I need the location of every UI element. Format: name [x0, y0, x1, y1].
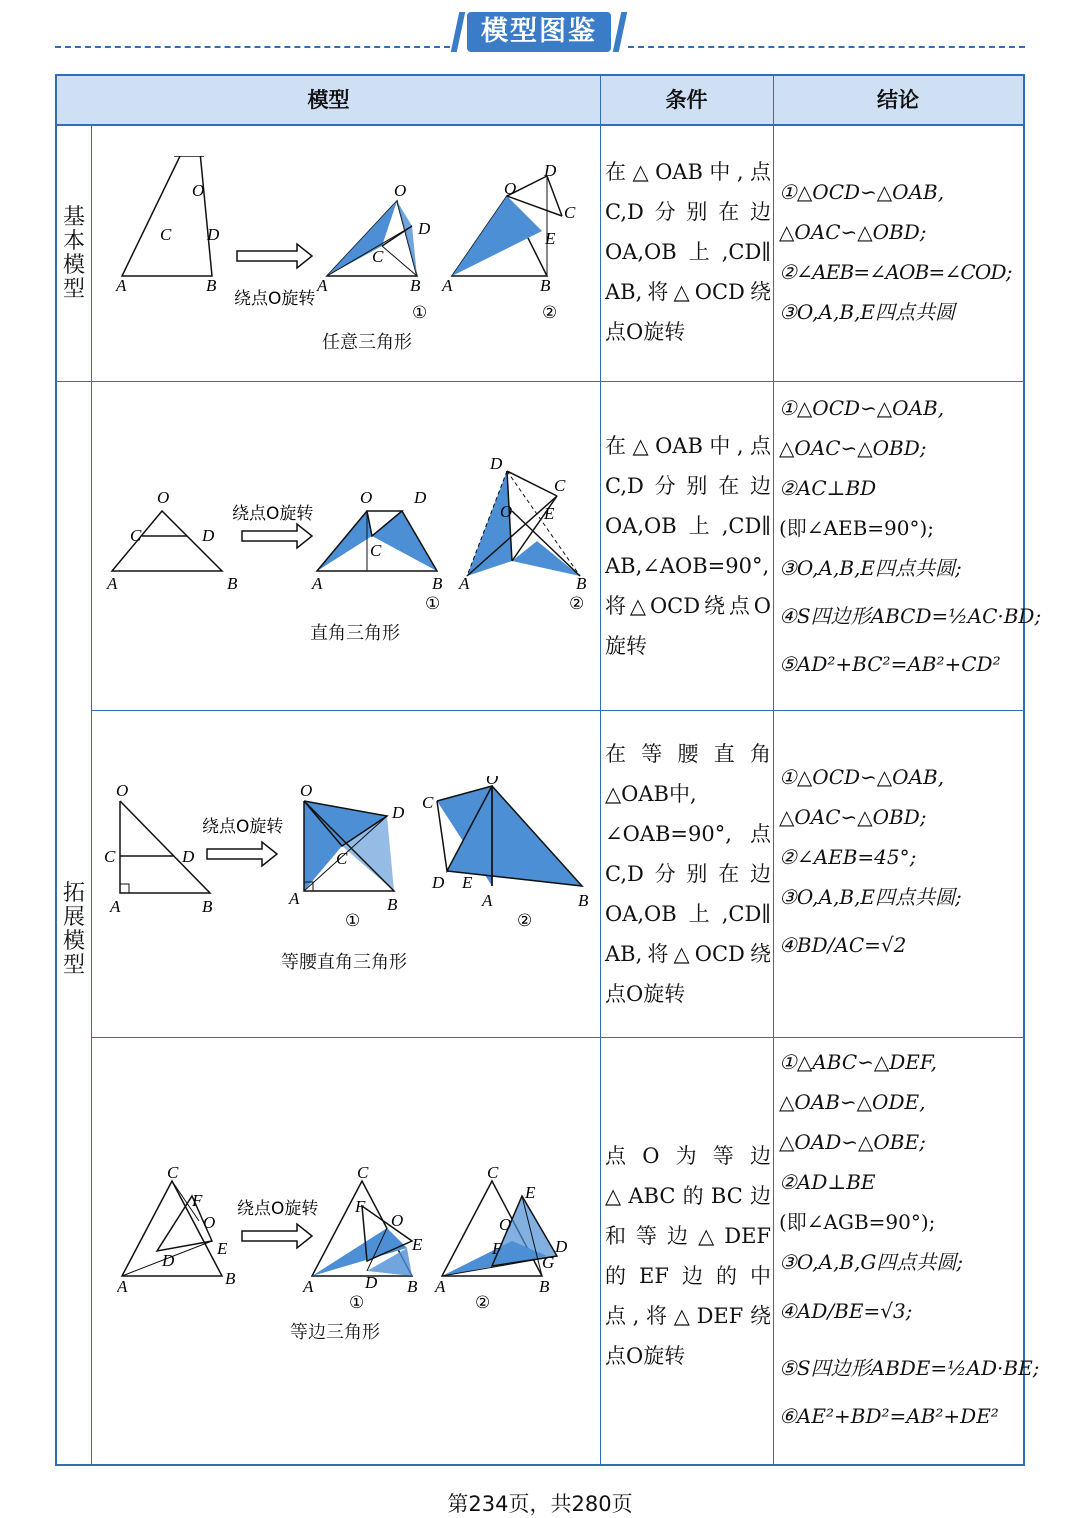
concl-line: ③O,A,B,E四点共圆;	[779, 556, 962, 580]
svg-text:B: B	[225, 1269, 236, 1288]
concl-line: ②AC⊥BD	[779, 476, 877, 500]
rotate-label: 绕点O旋转	[232, 504, 314, 524]
concl-line: △OAC∽△OBD;	[779, 805, 927, 829]
svg-text:C: C	[160, 225, 172, 244]
svg-text:B: B	[202, 897, 213, 916]
svg-text:B: B	[539, 1277, 550, 1296]
cond-line: AB,将△OCD绕	[605, 942, 771, 966]
concl-line: △OAD∽△OBE;	[779, 1130, 926, 1154]
svg-text:C: C	[130, 526, 142, 545]
figure-right-triangle	[102, 451, 597, 625]
svg-text:O: O	[157, 488, 170, 507]
svg-text:A: A	[289, 889, 300, 908]
svg-text:B: B	[578, 891, 589, 910]
condition-row3	[605, 734, 771, 1014]
header-conclusion: 结论	[877, 88, 919, 112]
svg-text:A: A	[107, 574, 118, 593]
concl-line: △OAC∽△OBD;	[779, 436, 927, 460]
svg-text:E: E	[544, 504, 555, 523]
svg-text:O: O	[486, 776, 499, 788]
label-circle-2: ②	[475, 1293, 491, 1313]
svg-text:F: F	[492, 1239, 503, 1258]
concl-line: △OAC∽△OBD;	[779, 220, 927, 244]
label-circle-1: ①	[345, 911, 361, 931]
cond-line: 在等腰直角	[605, 742, 771, 766]
diagram-right	[102, 451, 597, 621]
cond-line: 点,将△DEF绕	[605, 1304, 771, 1328]
concl-line: △OAB∽△ODE,	[779, 1090, 926, 1114]
label-circle-2: ②	[542, 303, 558, 323]
svg-text:D: D	[182, 847, 195, 866]
svg-text:A: A	[117, 1277, 128, 1296]
svg-text:O: O	[499, 1215, 512, 1234]
concl-line: ①△OCD∽△OAB,	[779, 180, 945, 204]
cond-line: 点O旋转	[605, 982, 686, 1006]
row-divider-2	[91, 710, 1023, 711]
svg-text:A: A	[116, 276, 127, 295]
figure-isosceles-right-triangle	[102, 776, 597, 950]
concl-line: ②∠AEB=45°;	[779, 845, 917, 869]
cond-line: C,D分别在边	[605, 474, 771, 498]
svg-text:D: D	[202, 526, 215, 545]
svg-text:O: O	[504, 179, 517, 198]
svg-text:C: C	[167, 1166, 179, 1182]
category-basic: 基本模型	[62, 205, 85, 302]
category-extended: 拓展模型	[62, 881, 85, 978]
cond-line: 的EF边的中	[605, 1264, 771, 1288]
cond-line: △OAB中,	[605, 782, 697, 806]
svg-text:E: E	[525, 1183, 536, 1202]
caption-row3: 等腰直角三角形	[281, 952, 407, 973]
svg-text:A: A	[442, 276, 453, 295]
concl-line: (即∠AGB=90°);	[779, 1210, 936, 1234]
figure-equilateral-triangle	[117, 1166, 597, 1320]
model-table	[55, 74, 1042, 1466]
header-bar-left	[451, 12, 466, 52]
svg-text:B: B	[432, 574, 443, 593]
condition-row4	[605, 1136, 771, 1376]
svg-text:O: O	[391, 1211, 404, 1230]
cond-line: OA,OB上,CD∥	[605, 902, 771, 926]
svg-text:D: D	[207, 225, 220, 244]
conclusion-row3	[779, 757, 1023, 973]
cond-line: AB,∠AOB=90°,	[605, 554, 770, 578]
svg-text:A: A	[435, 1277, 446, 1296]
concl-line: ⑥AE²+BD²=AB²+DE²	[779, 1404, 999, 1428]
svg-text:D: D	[555, 1237, 568, 1256]
cond-line: 在△OAB中,点	[605, 434, 771, 458]
concl-line: ①△OCD∽△OAB,	[779, 396, 945, 420]
concl-line: ②∠AEB=∠AOB=∠COD;	[779, 260, 1012, 284]
concl-line: ①△OCD∽△OAB,	[779, 765, 945, 789]
svg-text:D: D	[162, 1251, 175, 1270]
conclusion-row4	[779, 1042, 1040, 1436]
cond-line: ∠OAB=90°,点	[605, 822, 771, 846]
svg-text:E: E	[545, 229, 556, 248]
header-bar-right	[613, 12, 628, 52]
row-divider-1	[57, 381, 1023, 382]
svg-text:D: D	[432, 873, 445, 892]
concl-line: ④AD/BE=√3;	[779, 1299, 913, 1323]
concl-line: ②AD⊥BE	[779, 1170, 876, 1194]
table-header-row	[57, 76, 1023, 126]
cond-line: 点O旋转	[605, 320, 686, 344]
svg-text:C: C	[564, 203, 576, 222]
concl-line: ⑤S四边形ABDE=½AD·BE;	[779, 1356, 1040, 1380]
concl-line: ④BD/AC=√2	[779, 933, 907, 957]
concl-line: ③O,A,B,E四点共圆	[779, 300, 955, 324]
col-divider-category	[91, 124, 92, 1464]
svg-text:E: E	[217, 1239, 228, 1258]
cond-line: 旋转	[605, 634, 647, 658]
svg-text:B: B	[206, 276, 217, 295]
cond-line: AB,将△OCD绕	[605, 280, 771, 304]
col-divider-condition	[773, 76, 774, 1464]
svg-text:G: G	[542, 1253, 555, 1272]
svg-text:C: C	[357, 1166, 369, 1182]
rotate-label: 绕点O旋转	[237, 1199, 319, 1219]
svg-text:D: D	[544, 161, 557, 180]
header-condition: 条件	[665, 88, 708, 112]
concl-line: ④S四边形ABCD=½AC·BD;	[779, 604, 1042, 628]
svg-text:D: D	[414, 488, 427, 507]
cond-line: C,D分别在边	[605, 862, 771, 886]
svg-text:O: O	[116, 781, 129, 800]
concl-line: ⑤AD²+BC²=AB²+CD²	[779, 652, 1001, 676]
svg-text:D: D	[418, 219, 431, 238]
svg-text:O: O	[360, 488, 373, 507]
header-dash-right	[628, 46, 1025, 48]
svg-text:E: E	[462, 873, 473, 892]
rotate-label: 绕点O旋转	[202, 817, 284, 837]
svg-text:F: F	[355, 1197, 366, 1216]
svg-text:C: C	[370, 541, 382, 560]
svg-text:A: A	[482, 891, 493, 910]
svg-text:绕点O旋转: 绕点O旋转	[234, 289, 316, 309]
label-circle-1: ①	[412, 303, 428, 323]
svg-text:O: O	[300, 781, 313, 800]
svg-text:C: C	[372, 247, 384, 266]
concl-line: ③O,A,B,G四点共圆;	[779, 1250, 964, 1274]
header-model: 模型	[307, 88, 350, 112]
cond-line: OA,OB上,CD∥	[605, 514, 771, 538]
svg-text:A: A	[110, 897, 121, 916]
page-title: 模型图鉴	[467, 12, 611, 52]
svg-text:B: B	[227, 574, 238, 593]
label-circle-1: ①	[349, 1293, 365, 1313]
label-circle-2: ②	[517, 911, 533, 931]
cond-line: 点O旋转	[605, 1344, 686, 1368]
cond-line: 点O为等边	[605, 1144, 771, 1168]
caption-row2: 直角三角形	[310, 623, 400, 644]
label-circle-1: ①	[425, 594, 441, 614]
svg-text:D: D	[392, 803, 405, 822]
condition-row1	[605, 152, 771, 352]
label-circle-2: ②	[569, 594, 585, 614]
cond-line: 在△OAB中,点	[605, 160, 771, 184]
cond-line: C,D分别在边	[605, 200, 771, 224]
concl-line: ③O,A,B,E四点共圆;	[779, 885, 962, 909]
svg-text:C: C	[487, 1166, 499, 1182]
svg-text:A: A	[312, 574, 323, 593]
svg-text:B: B	[407, 1277, 418, 1296]
diagram-equilateral	[117, 1166, 597, 1316]
svg-text:O: O	[192, 181, 205, 200]
svg-text:B: B	[410, 276, 421, 295]
svg-text:O: O	[203, 1213, 216, 1232]
concl-line: (即∠AEB=90°);	[779, 516, 935, 540]
svg-text:O: O	[500, 502, 513, 521]
diagram-isosceles	[102, 776, 597, 946]
svg-text:E: E	[412, 1235, 423, 1254]
svg-text:A: A	[317, 276, 328, 295]
cond-line: 和等边△DEF	[605, 1224, 771, 1248]
svg-text:A: A	[303, 1277, 314, 1296]
svg-text:B: B	[540, 276, 551, 295]
conclusion-row2	[779, 388, 1042, 684]
svg-text:O: O	[394, 181, 407, 200]
page-footer: 第234页，共280页	[447, 1492, 633, 1516]
caption-row1: 任意三角形	[322, 332, 412, 353]
svg-text:D: D	[365, 1273, 378, 1292]
header-dash-left	[55, 46, 450, 48]
svg-text:C: C	[422, 793, 434, 812]
svg-text:F: F	[192, 1191, 203, 1210]
concl-line: ①△ABC∽△DEF,	[779, 1050, 938, 1074]
svg-text:C: C	[336, 849, 348, 868]
svg-text:B: B	[387, 895, 398, 914]
svg-text:C: C	[104, 847, 116, 866]
cond-line: 将△OCD绕点O	[605, 594, 771, 618]
condition-row2	[605, 426, 771, 666]
cond-line: OA,OB上,CD∥	[605, 240, 771, 264]
caption-row4: 等边三角形	[290, 1322, 380, 1343]
conclusion-row1	[779, 172, 1023, 332]
svg-text:B: B	[576, 574, 587, 593]
diagram-arbitrary	[112, 156, 602, 356]
row-divider-3	[91, 1037, 1023, 1038]
svg-text:C: C	[554, 476, 566, 495]
cond-line: △ABC的BC边	[605, 1184, 771, 1208]
svg-text:D: D	[490, 454, 503, 473]
svg-text:A: A	[459, 574, 470, 593]
